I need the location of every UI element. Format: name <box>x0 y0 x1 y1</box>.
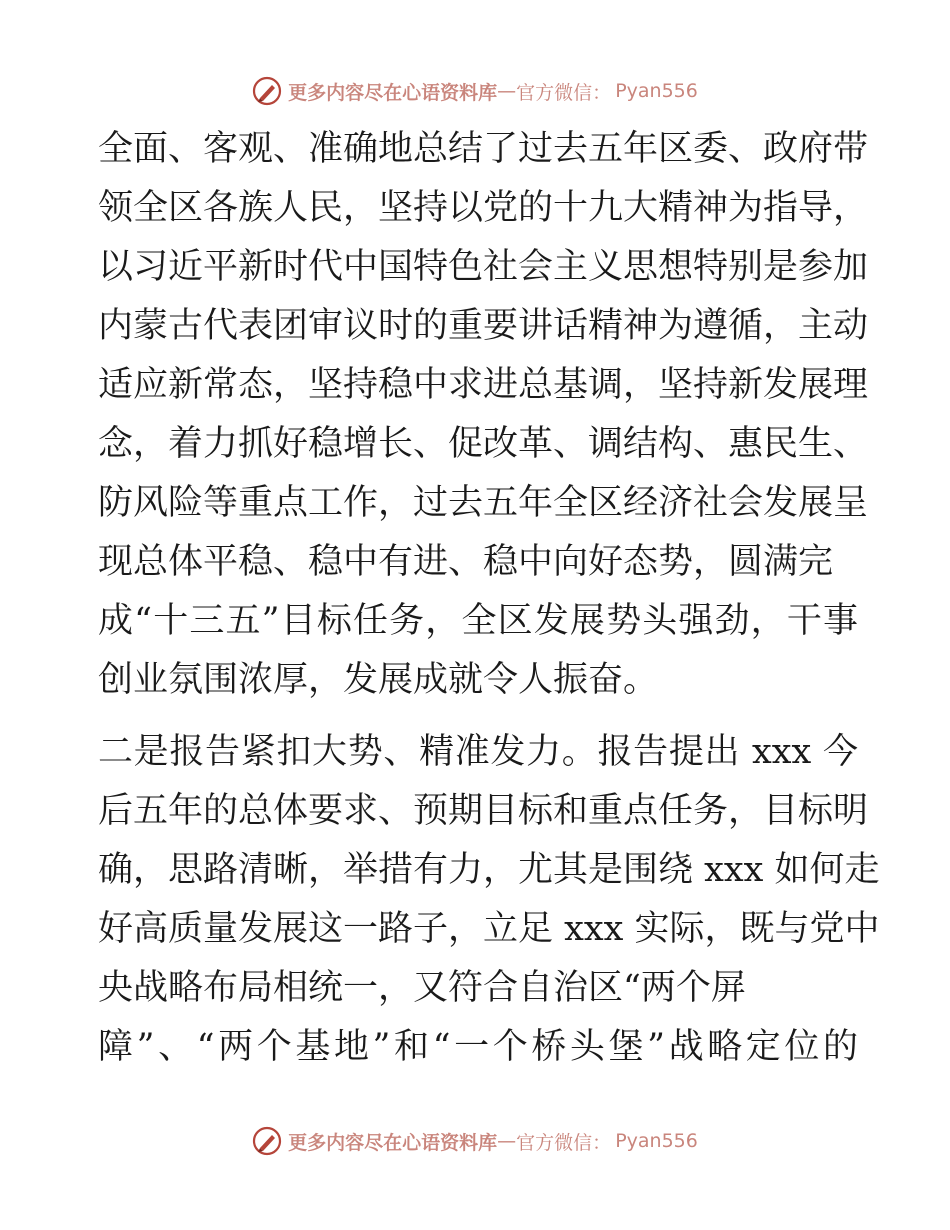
footer-watermark <box>0 1124 950 1158</box>
text-line: 成“十三五”目标任务，全区发展势头强劲，干事 <box>98 601 858 641</box>
pen-logo-icon <box>252 76 282 106</box>
watermark-contact-label: 官方微信： <box>516 1131 612 1154</box>
watermark-separator: — <box>497 1130 517 1152</box>
text-line: 适应新常态，坚持稳中求进总基调，坚持新发展理 <box>98 365 869 405</box>
paragraph-gap <box>98 710 858 723</box>
text-line: 创业氛围浓厚，发展成就令人振奋。 <box>98 660 659 700</box>
text-line: 内蒙古代表团审议时的重要讲话精神为遵循，主动 <box>98 306 869 346</box>
text-line: 领全区各族人民，坚持以党的十九大精神为指导， <box>98 188 869 228</box>
header-watermark <box>0 74 950 108</box>
watermark-brand: 更多内容尽在心语资料库 <box>288 1131 498 1154</box>
paragraph <box>98 723 880 1077</box>
watermark-wechat-id: Pyan556 <box>615 1130 698 1152</box>
pen-logo-icon <box>252 1126 282 1156</box>
text-line: 障”、“两个基地”和“一个桥头堡”战略定位的 <box>98 1027 858 1067</box>
watermark-contact-label: 官方微信： <box>516 81 612 104</box>
watermark-brand: 更多内容尽在心语资料库 <box>288 81 498 104</box>
text-line: 央战略布局相统一，又符合自治区“两个屏 <box>98 968 746 1008</box>
text-line: 念，着力抓好稳增长、促改革、调结构、惠民生、 <box>98 424 869 464</box>
text-line: 防风险等重点工作，过去五年全区经济社会发展呈 <box>98 483 869 523</box>
text-line: 全面、客观、准确地总结了过去五年区委、政府带 <box>98 129 869 169</box>
text-line: 好高质量发展这一路子，立足 xxx 实际，既与党中 <box>98 909 880 949</box>
text-line: 二是报告紧扣大势、精准发力。报告提出 xxx 今 <box>98 732 858 772</box>
text-line: 确，思路清晰，举措有力，尤其是围绕 xxx 如何走 <box>98 850 880 890</box>
watermark-separator: — <box>497 80 517 102</box>
text-line: 后五年的总体要求、预期目标和重点任务，目标明 <box>98 791 869 831</box>
text-line: 以习近平新时代中国特色社会主义思想特别是参加 <box>98 247 869 287</box>
text-line: 现总体平稳、稳中有进、稳中向好态势，圆满完 <box>98 542 834 582</box>
document-body <box>98 120 880 1077</box>
paragraph <box>98 120 869 710</box>
watermark-wechat-id: Pyan556 <box>615 80 698 102</box>
